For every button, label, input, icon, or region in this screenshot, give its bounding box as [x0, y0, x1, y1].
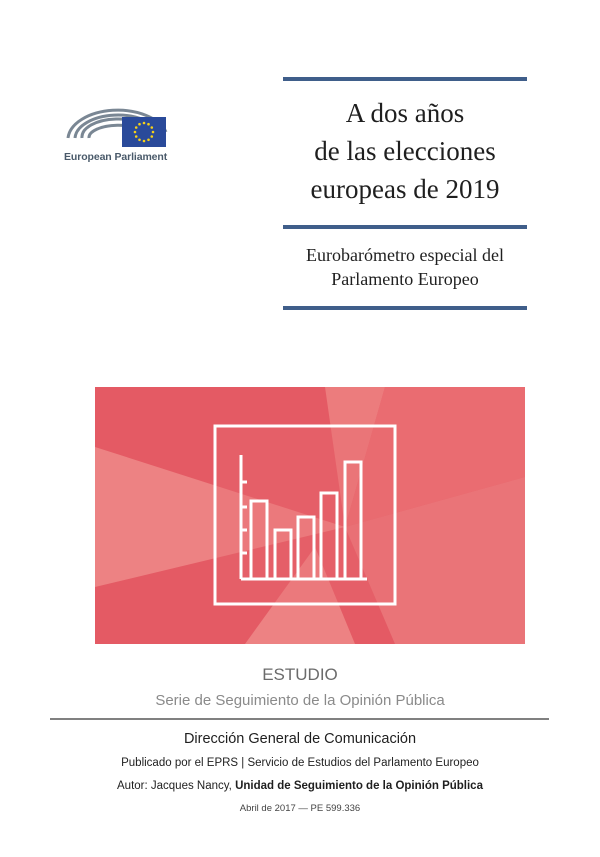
title-line: europeas de 2019: [310, 174, 500, 204]
author-line: [0, 780, 600, 792]
eu-star: [147, 138, 150, 141]
eu-star: [138, 138, 141, 141]
title-line: A dos años: [345, 98, 465, 128]
date-reference: Abril de 2017 — PE 599.336: [239, 803, 361, 814]
subtitle-bottom-rule: [283, 306, 527, 310]
footer-divider: [50, 718, 549, 720]
eu-star: [152, 131, 155, 134]
eu-star: [150, 126, 153, 129]
title-top-rule: [283, 77, 527, 81]
subtitle-line: Eurobarómetro especial del: [306, 245, 504, 265]
publisher-line: Publicado por el EPRS | Servicio de Estudios del Parlamento Europeo: [121, 757, 479, 769]
subtitle-line: Parlamento Europeo: [331, 269, 479, 289]
eu-star: [150, 135, 153, 138]
title-bottom-rule: [283, 225, 527, 229]
title-line: de las elecciones: [314, 136, 496, 166]
eu-star: [138, 123, 141, 126]
eu-star: [135, 126, 138, 129]
author-name: Autor: Jacques Nancy,: [117, 780, 236, 792]
eu-star: [143, 122, 146, 125]
eu-star: [143, 140, 146, 143]
eu-star: [135, 135, 138, 138]
document-subtitle: [283, 243, 527, 291]
document-category: ESTUDIO: [262, 665, 338, 684]
cover-illustration: [95, 387, 525, 644]
document-title: [283, 94, 527, 208]
document-series: Serie de Seguimiento de la Opinión Pública: [155, 692, 445, 709]
directorate: Dirección General de Comunicación: [183, 731, 417, 747]
bar-chart-icon: [215, 426, 395, 604]
eu-star: [147, 123, 150, 126]
author-unit: Unidad de Seguimiento de la Opinión Pública: [235, 780, 483, 792]
eu-star: [134, 131, 137, 134]
logo-wordmark: European Parliament: [64, 151, 168, 163]
